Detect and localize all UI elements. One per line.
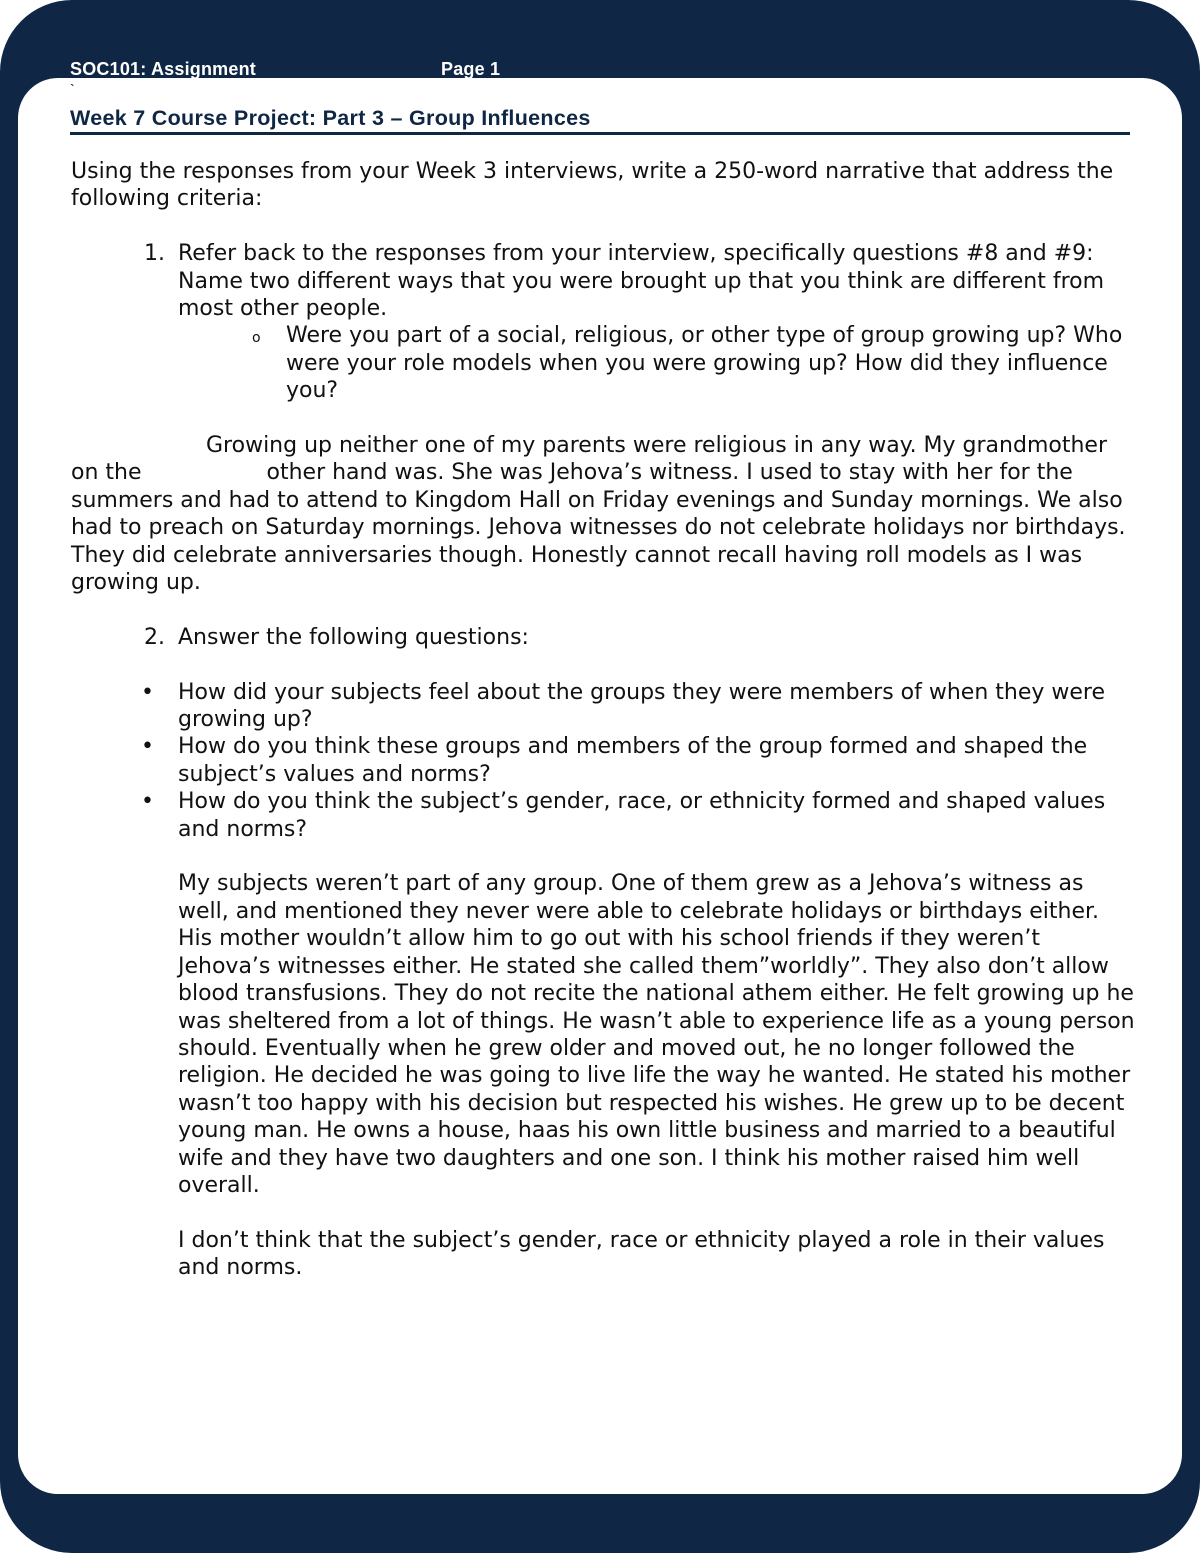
spacer (71, 843, 1135, 870)
bullet-text: How do you think the subject’s gender, race, or ethnicity formed and shaped values and norms? (178, 789, 1106, 842)
item-number: 2. (144, 624, 165, 650)
answer-1-part-2: other hand was. She was Jehova’s witness. I used to stay with her for the summers and had to attend to Kingdom Hall on Friday evenings and Sunday mornings. We also had to preach on Saturday mornings. Jehova witnesses do not celebrate holidays nor birthdays. They did celebrate anniversaries though. Honestly cannot recall having roll models as I was growing up. (71, 460, 1126, 596)
item-text: Refer back to the responses from your interview, specifically questions #8 and #9: Name two different ways that you were brought up that you think are different from most other people. (178, 241, 1105, 322)
bullet-icon: • (141, 679, 154, 705)
bullet-icon: • (141, 734, 154, 760)
header-page-number: Page 1 (441, 59, 501, 79)
sub-item-text: Were you part of a social, religious, or other type of group growing up? Who were your role models when you were growing up? How did they influence you? (286, 323, 1123, 404)
header-course: SOC101: Assignment (70, 59, 256, 79)
bullet-item (71, 733, 1135, 788)
intro-paragraph: Using the responses from your Week 3 interviews, write a 250-word narrative that address the following criteria: (71, 159, 1114, 212)
answer-paragraph-2: My subjects weren’t part of any group. One of them grew as a Jehova’s witness as well, and mentioned they never were able to celebrate holidays or birthdays either. His mother wouldn’t allow him to go out with his school friends if they weren’t Jehova’s witnesses either. He stated she called them”worldly”. They also don’t allow blood transfusions. They do not recite the national athem either. He felt growing up he was sheltered from a lot of things. He wasn’t able to experience life as a young person should. Eventually when he grew older and moved out, he no longer followed the religion. He decided he was going to live life the way he wanted. He stated his mother wasn’t too happy with his decision but respected his wishes. He grew up to be decent young man. He owns a house, haas his own little business and married to a beautiful wife and they have two daughters and one son. I think his mother raised him well overall. (178, 871, 1135, 1198)
item-text: Answer the following questions: (178, 624, 529, 650)
bullet-item (71, 679, 1135, 734)
bullet-icon: • (141, 789, 154, 815)
answer-paragraph-3: I don’t think that the subject’s gender, race or ethnicity played a role in their values and norms. (178, 1227, 1105, 1281)
circle-bullet-icon: o (252, 330, 261, 347)
numbered-item-2 (71, 624, 1135, 651)
bullet-item (71, 788, 1135, 843)
bullet-text: How did your subjects feel about the groups they were members of when they were growing up? (178, 679, 1105, 733)
spacer (71, 213, 1135, 240)
numbered-item-1 (71, 240, 1135, 322)
document-body (71, 158, 1135, 1282)
header-mark: ` (70, 81, 75, 97)
sub-item (71, 322, 1135, 404)
bullet-text: How do you think these groups and members of the group formed and shaped the subject’s values and norms? (178, 734, 1088, 787)
spacer (71, 596, 1135, 623)
answer-1-part-1: Growing up neither one of my parents were religious in any way. My grandmother on the (71, 433, 1107, 486)
document-title: Week 7 Course Project: Part 3 – Group Influences (70, 106, 591, 130)
title-underline (70, 132, 1130, 135)
spacer (71, 405, 1135, 432)
answer-paragraph-1 (71, 432, 1135, 596)
item-number: 1. (144, 241, 165, 267)
spacer (71, 651, 1135, 678)
spacer (71, 1199, 1135, 1226)
